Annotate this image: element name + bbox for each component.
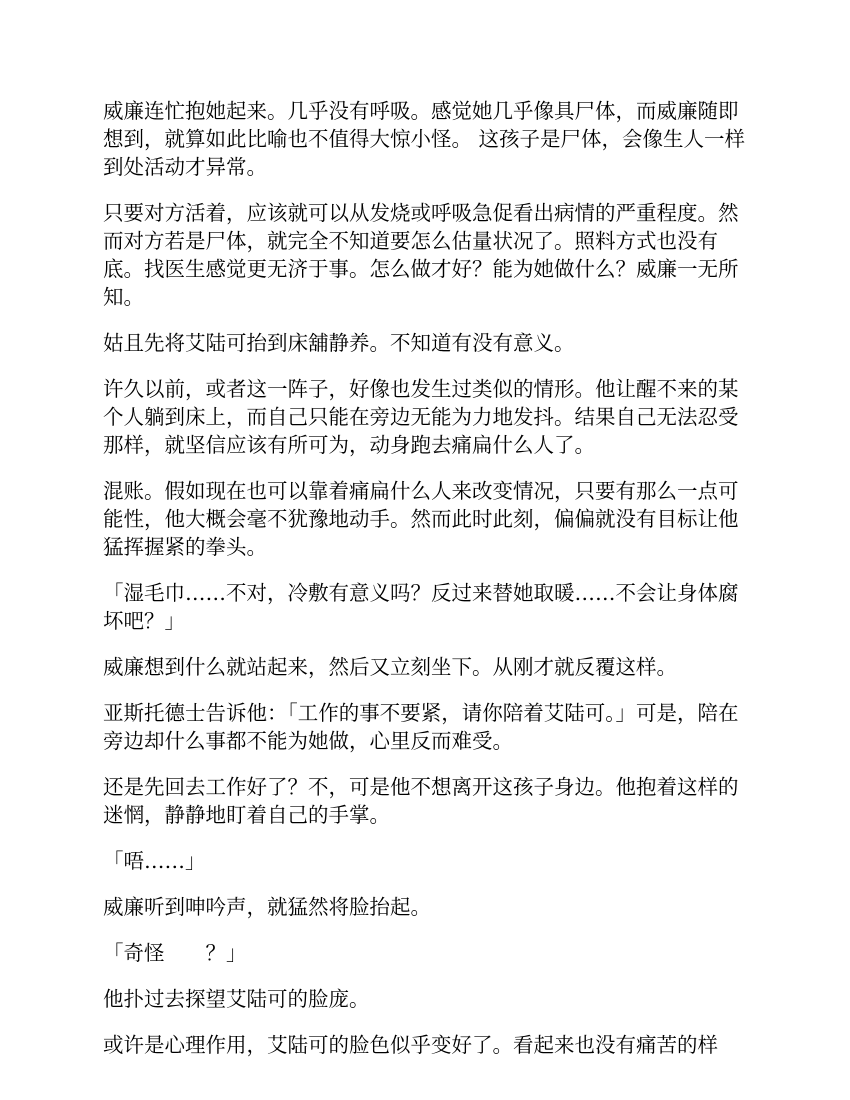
paragraph: 姑且先将艾陆可抬到床舖静养。不知道有没有意义。: [103, 331, 575, 355]
paragraph: 威廉连忙抱她起来。几乎没有呼吸。感觉她几乎像具尸体，而威廉随即想到，就算如此比喻也不值得大惊小怪。 这孩子是尸体，会像生人一样到处活动才异常。: [103, 99, 746, 179]
paragraph: 他扑过去探望艾陆可的脸庞。: [103, 987, 370, 1011]
paragraph: 只要对方活着，应该就可以从发烧或呼吸急促看出病情的严重程度。然而对方若是尸体，就完全不知道要怎么估量状况了。照料方式也没有底。找医生感觉更无济于事。怎么做才好？能为她做什么？威廉一无所知。: [103, 201, 739, 309]
dialogue-paragraph: 「奇怪 ？」: [103, 941, 247, 965]
dialogue-paragraph: 「湿毛巾……不对，冷敷有意义吗？反过来替她取暖……不会让身体腐坏吧？」: [103, 581, 739, 633]
paragraph: 还是先回去工作好了？不，可是他不想离开这孩子身边。他抱着这样的迷惘，静静地盯着自己的手掌。: [103, 775, 739, 827]
dialogue-paragraph: 「唔……」: [103, 849, 206, 873]
paragraph: 亚斯托德士告诉他：「工作的事不要紧，请你陪着艾陆可。」可是，陪在旁边却什么事都不能为她做，心里反而难受。: [103, 701, 739, 753]
paragraph: 混账。假如现在也可以靠着痛扁什么人来改变情况，只要有那么一点可能性，他大概会毫不犹豫地动手。然而此时此刻，偏偏就没有目标让他猛挥握紧的拳头。: [103, 479, 739, 559]
paragraph: 或许是心理作用，艾陆可的脸色似乎变好了。看起来也没有痛苦的样: [103, 1033, 718, 1057]
paragraph: 许久以前，或者这一阵子，好像也发生过类似的情形。他让醒不来的某个人躺到床上，而自己只能在旁边无能为力地发抖。结果自己无法忍受那样，就坚信应该有所可为，动身跑去痛扁什么人了。: [103, 377, 739, 457]
paragraph: 威廉听到呻吟声，就猛然将脸抬起。: [103, 895, 431, 919]
document-body: [103, 97, 753, 1077]
paragraph: 威廉想到什么就站起来，然后又立刻坐下。从刚才就反覆这样。: [103, 655, 677, 679]
